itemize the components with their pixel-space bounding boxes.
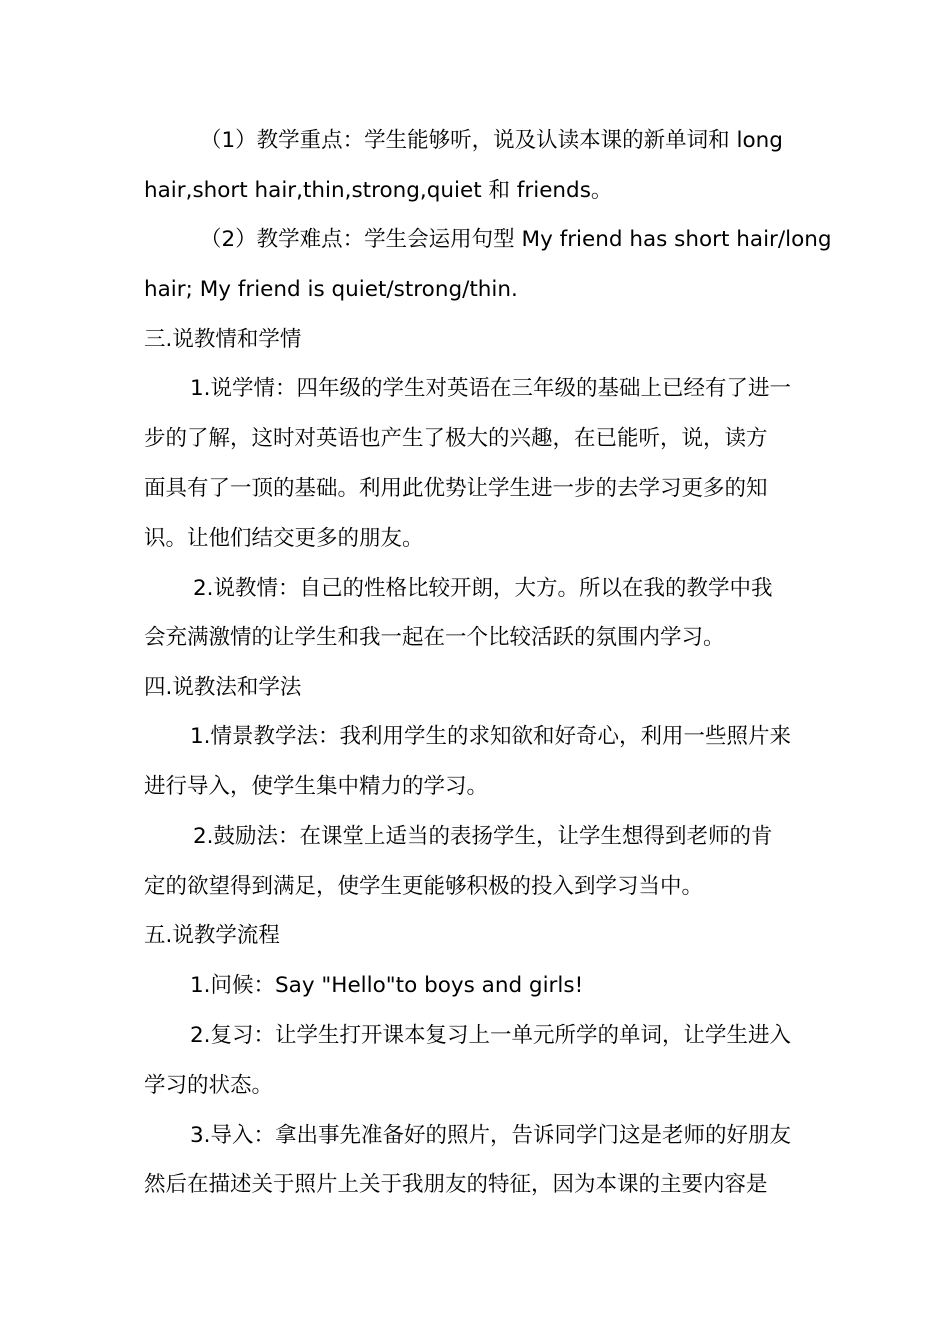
section-heading-five: 五.说教学流程 xyxy=(144,923,280,948)
student-analysis-line-3: 面具有了一顶的基础。利用此优势让学生进一步的去学习更多的知 xyxy=(144,476,768,501)
process-intro-line-2: 然后在描述关于照片上关于我朋友的特征，因为本课的主要内容是 xyxy=(144,1172,768,1197)
process-review-line-1: 2.复习：让学生打开课本复习上一单元所学的单词，让学生进入 xyxy=(190,1023,792,1048)
section-heading-three: 三.说教情和学情 xyxy=(144,327,302,352)
method-situational-line-2: 进行导入，使学生集中精力的学习。 xyxy=(144,774,489,799)
key-point-line-2: hair,short hair,thin,strong,quiet 和 friends。 xyxy=(144,178,613,203)
difficult-point-line-2: hair; My friend is quiet/strong/thin. xyxy=(144,277,518,302)
student-analysis-line-2: 步的了解，这时对英语也产生了极大的兴趣，在已能听，说，读方 xyxy=(144,426,768,451)
method-encourage-line-1: 2.鼓励法：在课堂上适当的表扬学生，让学生想得到老师的肯 xyxy=(193,824,773,849)
process-review-line-2: 学习的状态。 xyxy=(144,1073,274,1098)
key-point-line-1: （1）教学重点：学生能够听，说及认读本课的新单词和 long xyxy=(200,128,783,153)
teacher-analysis-line-2: 会充满激情的让学生和我一起在一个比较活跃的氛围内学习。 xyxy=(144,625,725,650)
process-intro-line-1: 3.导入：拿出事先准备好的照片，告诉同学门这是老师的好朋友 xyxy=(190,1123,792,1148)
process-greeting-line: 1.问候：Say "Hello"to boys and girls! xyxy=(190,973,584,998)
method-encourage-line-2: 定的欲望得到满足，使学生更能够积极的投入到学习当中。 xyxy=(144,874,704,899)
student-analysis-line-4: 识。让他们结交更多的朋友。 xyxy=(144,526,424,551)
teacher-analysis-line-1: 2.说教情：自己的性格比较开朗，大方。所以在我的教学中我 xyxy=(193,576,773,601)
difficult-point-line-1: （2）教学难点：学生会运用句型 My friend has short hair/long xyxy=(200,227,832,252)
method-situational-line-1: 1.情景教学法：我利用学生的求知欲和好奇心，利用一些照片来 xyxy=(190,724,792,749)
section-heading-four: 四.说教法和学法 xyxy=(144,675,302,700)
student-analysis-line-1: 1.说学情：四年级的学生对英语在三年级的基础上已经有了进一 xyxy=(190,376,792,401)
